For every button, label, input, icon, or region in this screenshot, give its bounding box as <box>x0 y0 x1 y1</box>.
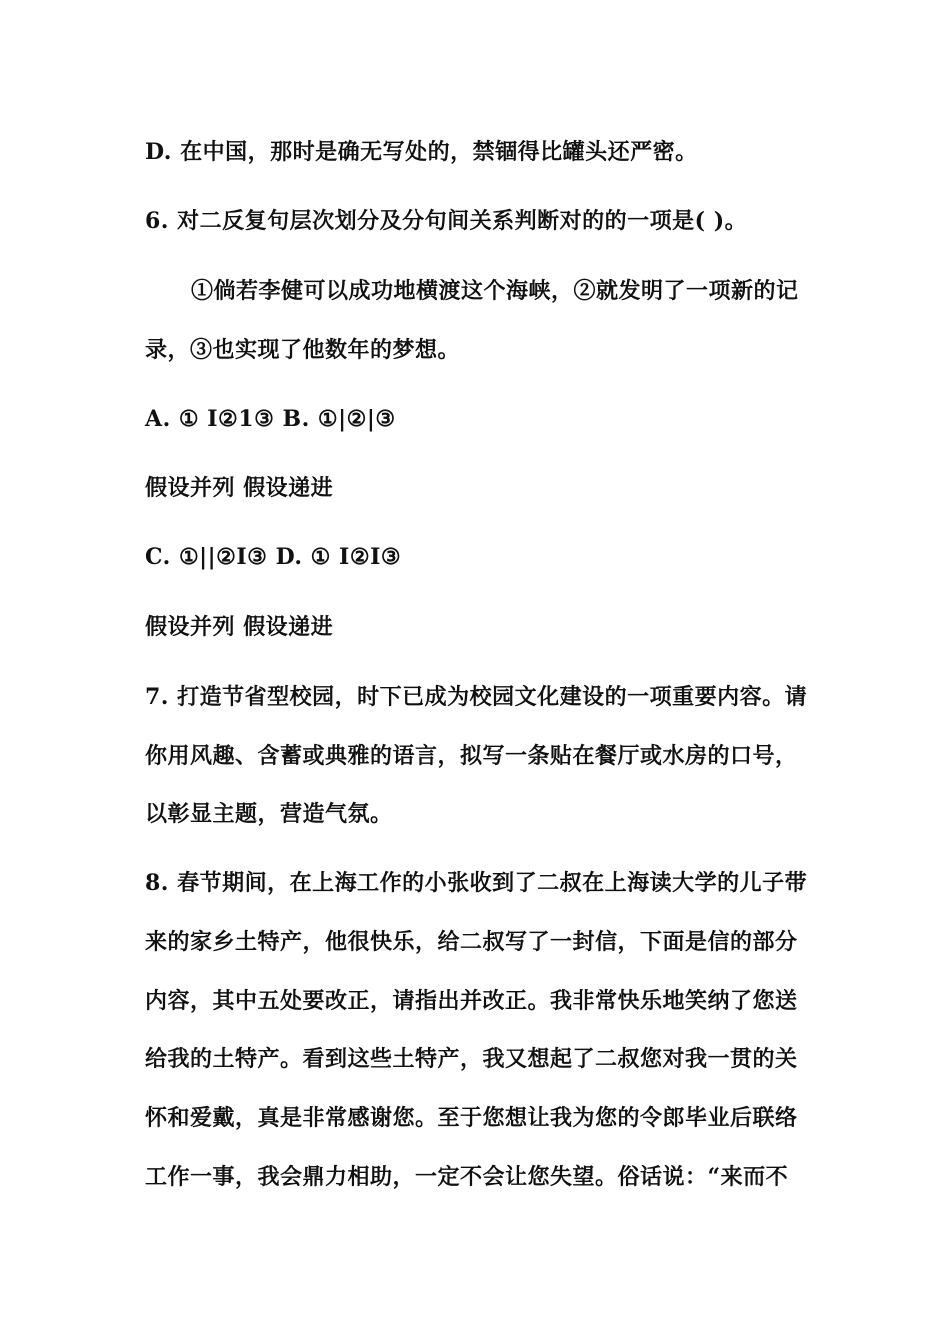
question-8-line-5: 怀和爱戴，真是非常感谢您。至于您想让我为您的令郎毕业后联络 <box>145 1105 798 1131</box>
question-8-line-4: 给我的土特产。看到这些土特产，我又想起了二叔您对我一贯的关 <box>145 1046 798 1072</box>
question-8-line-1: 8. 春节期间，在上海工作的小张收到了二叔在上海读大学的儿子带 <box>145 870 808 896</box>
question-7-line-1: 7. 打造节省型校园，时下已成为校园文化建设的一项重要内容。请 <box>145 684 808 710</box>
question-6-sentence-line-1: ①倘若李健可以成功地横渡这个海峡，②就发明了一项新的记 <box>191 278 799 304</box>
question-6-options-cd: C. ①||②I③ D. ① I②I③ <box>145 544 402 570</box>
question-7-line-3: 以彰显主题，营造气氛。 <box>145 801 393 827</box>
question-6-sentence-line-2: 录，③也实现了他数年的梦想。 <box>145 337 461 363</box>
option-d-q5: D. 在中国，那时是确无写处的，禁锢得比罐头还严密。 <box>145 139 698 165</box>
question-8-line-2: 来的家乡土特产，他很快乐，给二叔写了一封信，下面是信的部分 <box>145 929 798 955</box>
question-6-options-ab-relations: 假设并列 假设递进 <box>145 475 334 501</box>
question-8-line-3: 内容，其中五处要改正，请指出并改正。我非常快乐地笑纳了您送 <box>145 988 798 1014</box>
question-6-options-ab: A. ① I②1③ B. ①|②|③ <box>145 406 396 432</box>
question-7-line-2: 你用风趣、含蓄或典雅的语言，拟写一条贴在餐厅或水房的口号， <box>145 743 798 769</box>
question-8-line-6: 工作一事，我会鼎力相助，一定不会让您失望。俗话说：“来而不 <box>145 1164 789 1190</box>
question-6: 6. 对二反复句层次划分及分句间关系判断对的的一项是( )。 <box>145 208 748 234</box>
question-6-options-cd-relations: 假设并列 假设递进 <box>145 614 334 640</box>
